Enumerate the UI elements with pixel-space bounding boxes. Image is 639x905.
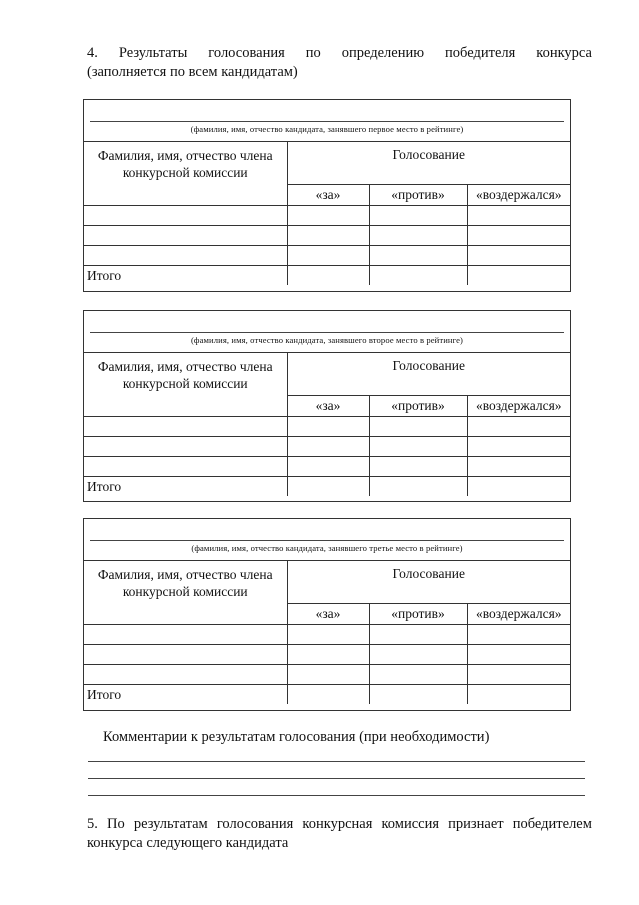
section-5-line-1 xyxy=(87,815,592,834)
word: конкурса xyxy=(536,45,592,61)
total-row xyxy=(84,685,570,705)
member-column-header: Фамилия, имя, отчество члена конкурсной комиссии xyxy=(84,560,287,625)
abstain-cell[interactable] xyxy=(467,645,570,665)
section-5-line-2: конкурса следующего кандидата xyxy=(87,835,289,851)
total-for-cell[interactable] xyxy=(287,266,369,286)
total-row xyxy=(84,266,570,286)
word: голосования xyxy=(208,45,285,61)
comment-line-2[interactable] xyxy=(88,778,585,779)
for-cell[interactable] xyxy=(287,665,369,685)
against-cell[interactable] xyxy=(369,246,467,266)
votes-grid xyxy=(84,352,570,496)
section-4-heading xyxy=(87,44,592,82)
word: голосования xyxy=(216,816,294,832)
votes-grid xyxy=(84,141,570,285)
abstain-cell[interactable] xyxy=(467,437,570,457)
member-column-header: Фамилия, имя, отчество члена конкурсной комиссии xyxy=(84,352,287,417)
abstain-cell[interactable] xyxy=(467,457,570,477)
candidate-name-hint: (фамилия, имя, отчество кандидата, занявшего первое место в рейтинге) xyxy=(190,124,464,134)
word: победителя xyxy=(445,45,516,61)
member-column-header: Фамилия, имя, отчество члена конкурсной комиссии xyxy=(84,141,287,206)
member-cell[interactable] xyxy=(84,206,287,226)
table-row xyxy=(84,625,570,645)
against-cell[interactable] xyxy=(369,417,467,437)
word: 5. xyxy=(87,816,98,832)
abstain-cell[interactable] xyxy=(467,417,570,437)
for-cell[interactable] xyxy=(287,437,369,457)
for-cell[interactable] xyxy=(287,246,369,266)
against-cell[interactable] xyxy=(369,206,467,226)
total-label: Итого xyxy=(84,685,287,705)
total-abstain-cell[interactable] xyxy=(467,685,570,705)
word: По xyxy=(106,816,125,832)
word: результатам xyxy=(133,816,208,832)
candidate-name-row xyxy=(84,311,570,353)
total-for-cell[interactable] xyxy=(287,685,369,705)
against-cell[interactable] xyxy=(369,226,467,246)
for-cell[interactable] xyxy=(287,457,369,477)
total-against-cell[interactable] xyxy=(369,685,467,705)
abstain-cell[interactable] xyxy=(467,625,570,645)
total-abstain-cell[interactable] xyxy=(467,477,570,497)
table-row xyxy=(84,645,570,665)
table-row xyxy=(84,665,570,685)
total-abstain-cell[interactable] xyxy=(467,266,570,286)
total-against-cell[interactable] xyxy=(369,477,467,497)
total-row xyxy=(84,477,570,497)
candidate-name-field[interactable] xyxy=(90,121,564,122)
total-label: Итого xyxy=(84,477,287,497)
member-cell[interactable] xyxy=(84,457,287,477)
word: по xyxy=(305,45,321,61)
for-cell[interactable] xyxy=(287,417,369,437)
member-cell[interactable] xyxy=(84,246,287,266)
against-cell[interactable] xyxy=(369,457,467,477)
option-against: «против» xyxy=(369,185,467,206)
candidate-name-field[interactable] xyxy=(90,540,564,541)
abstain-cell[interactable] xyxy=(467,665,570,685)
candidate-name-hint: (фамилия, имя, отчество кандидата, занявшего второе место в рейтинге) xyxy=(190,335,464,345)
word: конкурсная xyxy=(302,816,373,832)
abstain-cell[interactable] xyxy=(467,226,570,246)
abstain-cell[interactable] xyxy=(467,206,570,226)
for-cell[interactable] xyxy=(287,206,369,226)
voting-column-header: Голосование xyxy=(287,141,570,185)
total-for-cell[interactable] xyxy=(287,477,369,497)
section-4-line-1 xyxy=(87,44,592,63)
comment-line-3[interactable] xyxy=(88,795,585,796)
candidate-name-row xyxy=(84,519,570,561)
table-row xyxy=(84,226,570,246)
table-row xyxy=(84,246,570,266)
option-abstain: «воздержался» xyxy=(467,185,570,206)
voting-table-first-place xyxy=(83,99,571,292)
option-against: «против» xyxy=(369,396,467,417)
abstain-cell[interactable] xyxy=(467,246,570,266)
word: победителем xyxy=(512,816,592,832)
candidate-name-row xyxy=(84,100,570,142)
option-for: «за» xyxy=(287,185,369,206)
candidate-name-field[interactable] xyxy=(90,332,564,333)
table-row xyxy=(84,437,570,457)
word: 4. xyxy=(87,45,98,61)
comment-line-1[interactable] xyxy=(88,761,585,762)
member-cell[interactable] xyxy=(84,417,287,437)
word: определению xyxy=(341,45,425,61)
against-cell[interactable] xyxy=(369,625,467,645)
total-against-cell[interactable] xyxy=(369,266,467,286)
voting-column-header: Голосование xyxy=(287,560,570,604)
voting-column-header: Голосование xyxy=(287,352,570,396)
total-label: Итого xyxy=(84,266,287,286)
comments-label: Комментарии к результатам голосования (при необходимости) xyxy=(103,729,490,745)
for-cell[interactable] xyxy=(287,645,369,665)
table-row xyxy=(84,457,570,477)
member-cell[interactable] xyxy=(84,645,287,665)
option-abstain: «воздержался» xyxy=(467,604,570,625)
for-cell[interactable] xyxy=(287,625,369,645)
member-cell[interactable] xyxy=(84,437,287,457)
option-for: «за» xyxy=(287,396,369,417)
member-cell[interactable] xyxy=(84,226,287,246)
against-cell[interactable] xyxy=(369,437,467,457)
voting-table-third-place xyxy=(83,518,571,711)
member-cell[interactable] xyxy=(84,625,287,645)
voting-table-second-place xyxy=(83,310,571,502)
word: признает xyxy=(448,816,504,832)
against-cell[interactable] xyxy=(369,665,467,685)
section-4-line-2: (заполняется по всем кандидатам) xyxy=(87,64,298,80)
member-cell[interactable] xyxy=(84,665,287,685)
for-cell[interactable] xyxy=(287,226,369,246)
votes-grid xyxy=(84,560,570,704)
against-cell[interactable] xyxy=(369,645,467,665)
option-against: «против» xyxy=(369,604,467,625)
word: Результаты xyxy=(118,45,188,61)
option-for: «за» xyxy=(287,604,369,625)
table-row xyxy=(84,417,570,437)
candidate-name-hint: (фамилия, имя, отчество кандидата, занявшего третье место в рейтинге) xyxy=(191,543,463,553)
section-5-heading xyxy=(87,815,592,853)
table-row xyxy=(84,206,570,226)
option-abstain: «воздержался» xyxy=(467,396,570,417)
word: комиссия xyxy=(381,816,440,832)
